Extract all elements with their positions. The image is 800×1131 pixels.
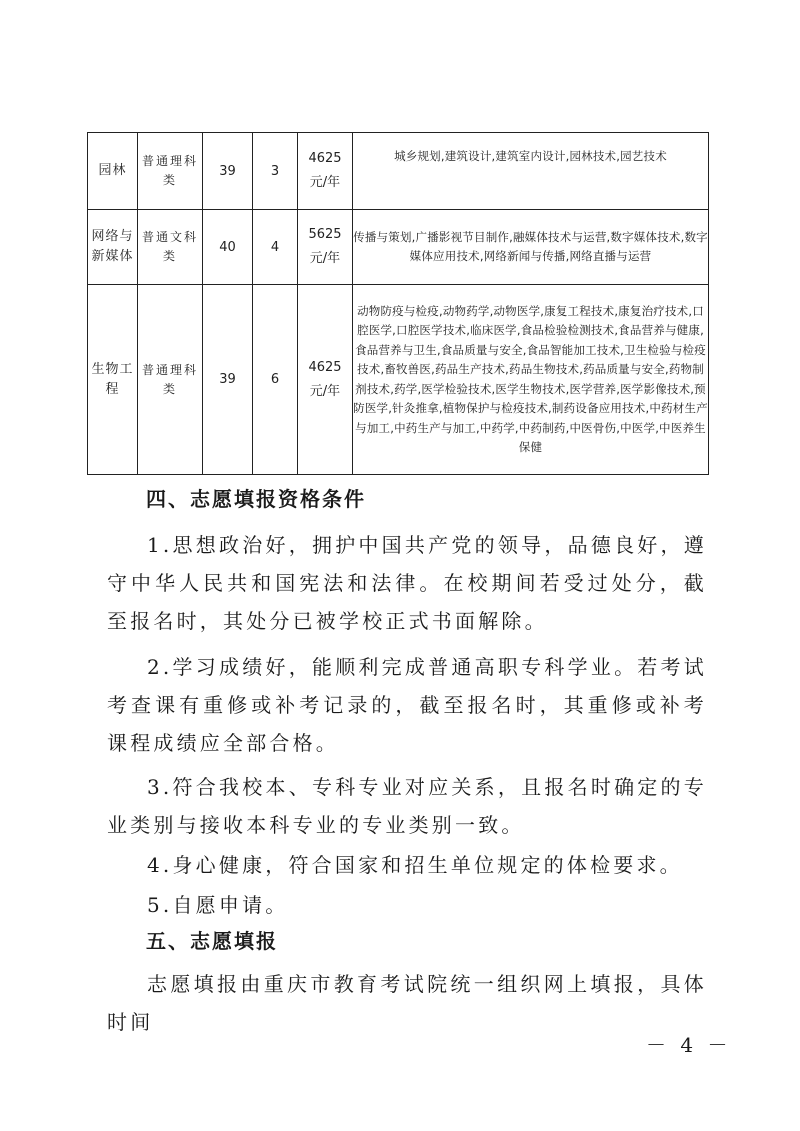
major-name: 网络与新媒体 bbox=[88, 210, 138, 285]
major-name: 园林 bbox=[88, 133, 138, 210]
related-majors: 城乡规划,建筑设计,建筑室内设计,园林技术,园艺技术 bbox=[353, 133, 709, 210]
paragraph: 2.学习成绩好，能顺利完成普通高职专科学业。若考试考查课有重修或补考记录的，截至报名时，其重修或补考课程成绩应全部合格。 bbox=[107, 655, 707, 755]
section-heading: 五、志愿填报 bbox=[146, 929, 278, 953]
paragraph: 5.自愿申请。 bbox=[147, 893, 289, 917]
major-name: 生物工程 bbox=[88, 285, 138, 475]
table-value: 3 bbox=[253, 133, 298, 210]
table-value: 4 bbox=[253, 210, 298, 285]
subject-type: 普通理科类 bbox=[138, 285, 203, 475]
table-row bbox=[88, 133, 709, 210]
table-value: 6 bbox=[253, 285, 298, 475]
paragraph: 3.符合我校本、专科专业对应关系，且报名时确定的专业类别与接收本科专业的专业类别一致。 bbox=[107, 775, 707, 837]
majors-table bbox=[87, 132, 709, 475]
table-row bbox=[88, 210, 709, 285]
table-value: 39 bbox=[203, 285, 253, 475]
subject-type: 普通文科类 bbox=[138, 210, 203, 285]
section-heading: 四、志愿填报资格条件 bbox=[146, 487, 366, 511]
table-row bbox=[88, 285, 709, 475]
tuition-fee: 4625 元/年 bbox=[298, 133, 353, 210]
paragraph: 志愿填报由重庆市教育考试院统一组织网上填报，具体时间 bbox=[107, 972, 707, 1034]
tuition-fee: 4625 元/年 bbox=[298, 285, 353, 475]
page-number: － 4 － bbox=[646, 1033, 732, 1057]
related-majors: 动物防疫与检疫,动物药学,动物医学,康复工程技术,康复治疗技术,口腔医学,口腔医学技术,临床医学,食品检验检测技术,食品营养与健康,食品营养与卫生,食品质量与安全,食品智能加工技术,卫生检验与检疫技术,畜牧兽医,药品生产技术,药品生物技术,药品质量与安全,药物制剂技术,药学,医学检验技术,医学生物技术,医学营养,医学影像技术,预防医学,针灸推拿,植物保护与检疫技术,制药设备应用技术,中药材生产与加工,中药生产与加工,中药学,中药制药,中医骨伤,中医学,中医养生保健 bbox=[353, 285, 709, 475]
table-value: 40 bbox=[203, 210, 253, 285]
table-value: 39 bbox=[203, 133, 253, 210]
related-majors: 传播与策划,广播影视节目制作,融媒体技术与运营,数字媒体技术,数字媒体应用技术,网络新闻与传播,网络直播与运营 bbox=[353, 210, 709, 285]
paragraph: 1.思想政治好，拥护中国共产党的领导，品德良好，遵守中华人民共和国宪法和法律。在校期间若受过处分，截至报名时，其处分已被学校正式书面解除。 bbox=[107, 533, 707, 633]
subject-type: 普通理科类 bbox=[138, 133, 203, 210]
tuition-fee: 5625 元/年 bbox=[298, 210, 353, 285]
paragraph: 4.身心健康，符合国家和招生单位规定的体检要求。 bbox=[147, 853, 683, 877]
